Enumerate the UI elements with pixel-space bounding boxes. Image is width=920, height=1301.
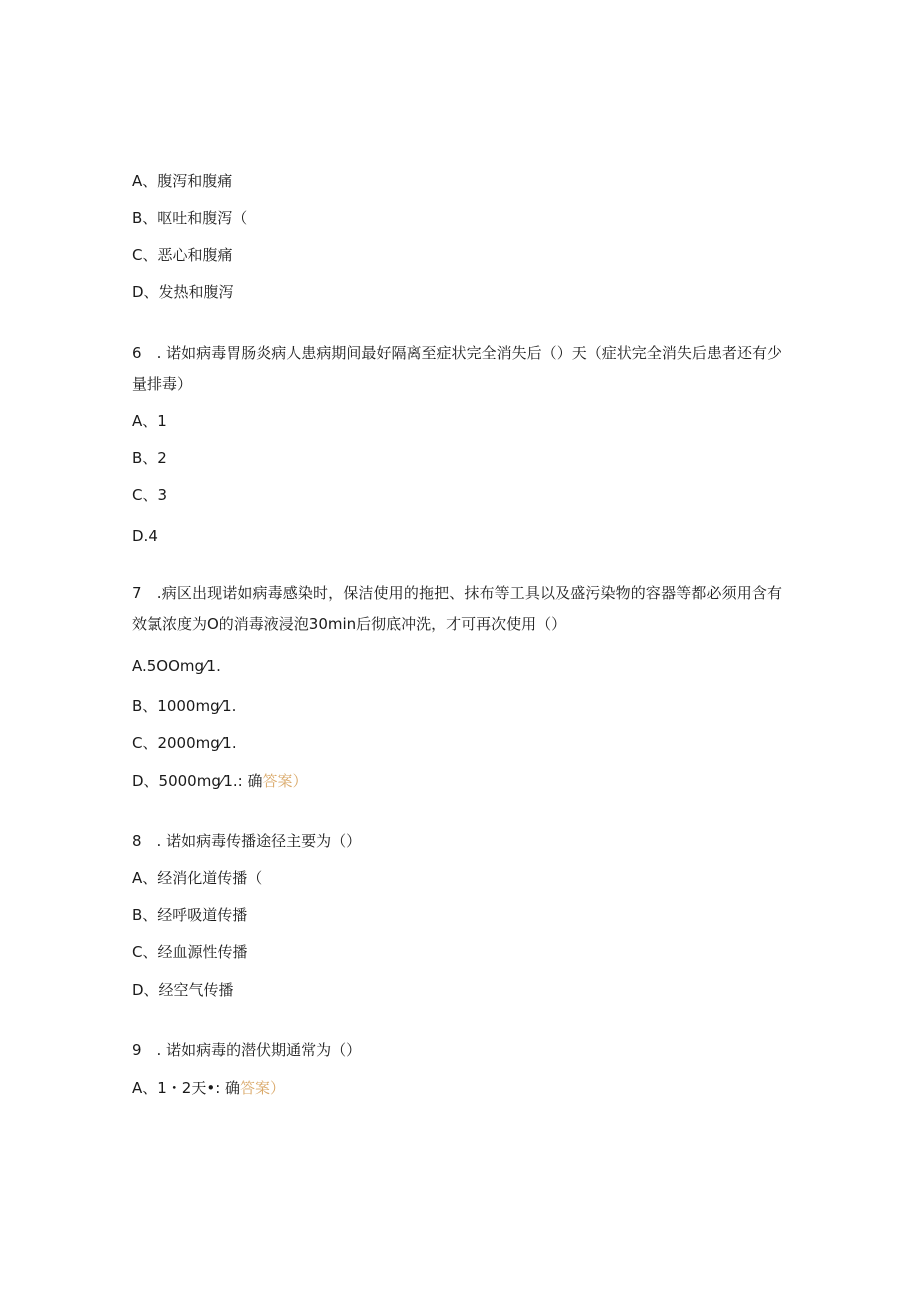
q8-option-b: B、经呼吸道传播: [132, 906, 248, 924]
q7-option-a: A.5OOmg⁄1.: [132, 657, 221, 675]
q9-stem: 9 . 诺如病毒的潜伏期通常为（）: [132, 1041, 362, 1059]
q7-stem: 7 .病区出现诺如病毒感染时，保洁使用的拖把、抹布等工具以及盛污染物的容器等都必须用含有效氯浓度为O的消毒液浸泡30min后彻底冲洗，才可再次使用（）: [132, 584, 782, 633]
q7-option-b: B、1000mg⁄1.: [132, 697, 237, 715]
q6-option-a: A、1: [132, 412, 167, 430]
q7-answer-hint: 答案）: [262, 772, 308, 790]
q5-option-b: B、呕吐和腹泻（: [132, 209, 248, 227]
q7-option-c: C、2000mg⁄1.: [132, 734, 237, 752]
q8-option-a: A、经消化道传播（: [132, 869, 263, 887]
q6-option-d: D.4: [132, 527, 158, 545]
q5-option-c: C、恶心和腹痛: [132, 246, 233, 264]
q6-option-b: B、2: [132, 449, 167, 467]
q7-option-d-text: D、5000mg⁄1.: 确: [132, 772, 263, 790]
q6-stem: 6 . 诺如病毒胃肠炎病人患病期间最好隔离至症状完全消失后（）天（症状完全消失后患者还有少量排毒）: [132, 344, 782, 393]
q8-option-d: D、经空气传播: [132, 981, 234, 999]
q5-option-d: D、发热和腹泻: [132, 283, 234, 301]
q6-option-c: C、3: [132, 486, 168, 504]
q9-option-a-text: A、1・2天•: 确: [132, 1079, 241, 1097]
q7-option-d: [132, 771, 308, 791]
q9-option-a: [132, 1078, 285, 1098]
q8-option-c: C、经血源性传播: [132, 943, 248, 961]
q8-stem: 8 . 诺如病毒传播途径主要为（）: [132, 832, 362, 850]
q5-option-a: A、腹泻和腹痛: [132, 172, 233, 190]
q9-answer-hint: 答案）: [240, 1079, 286, 1097]
